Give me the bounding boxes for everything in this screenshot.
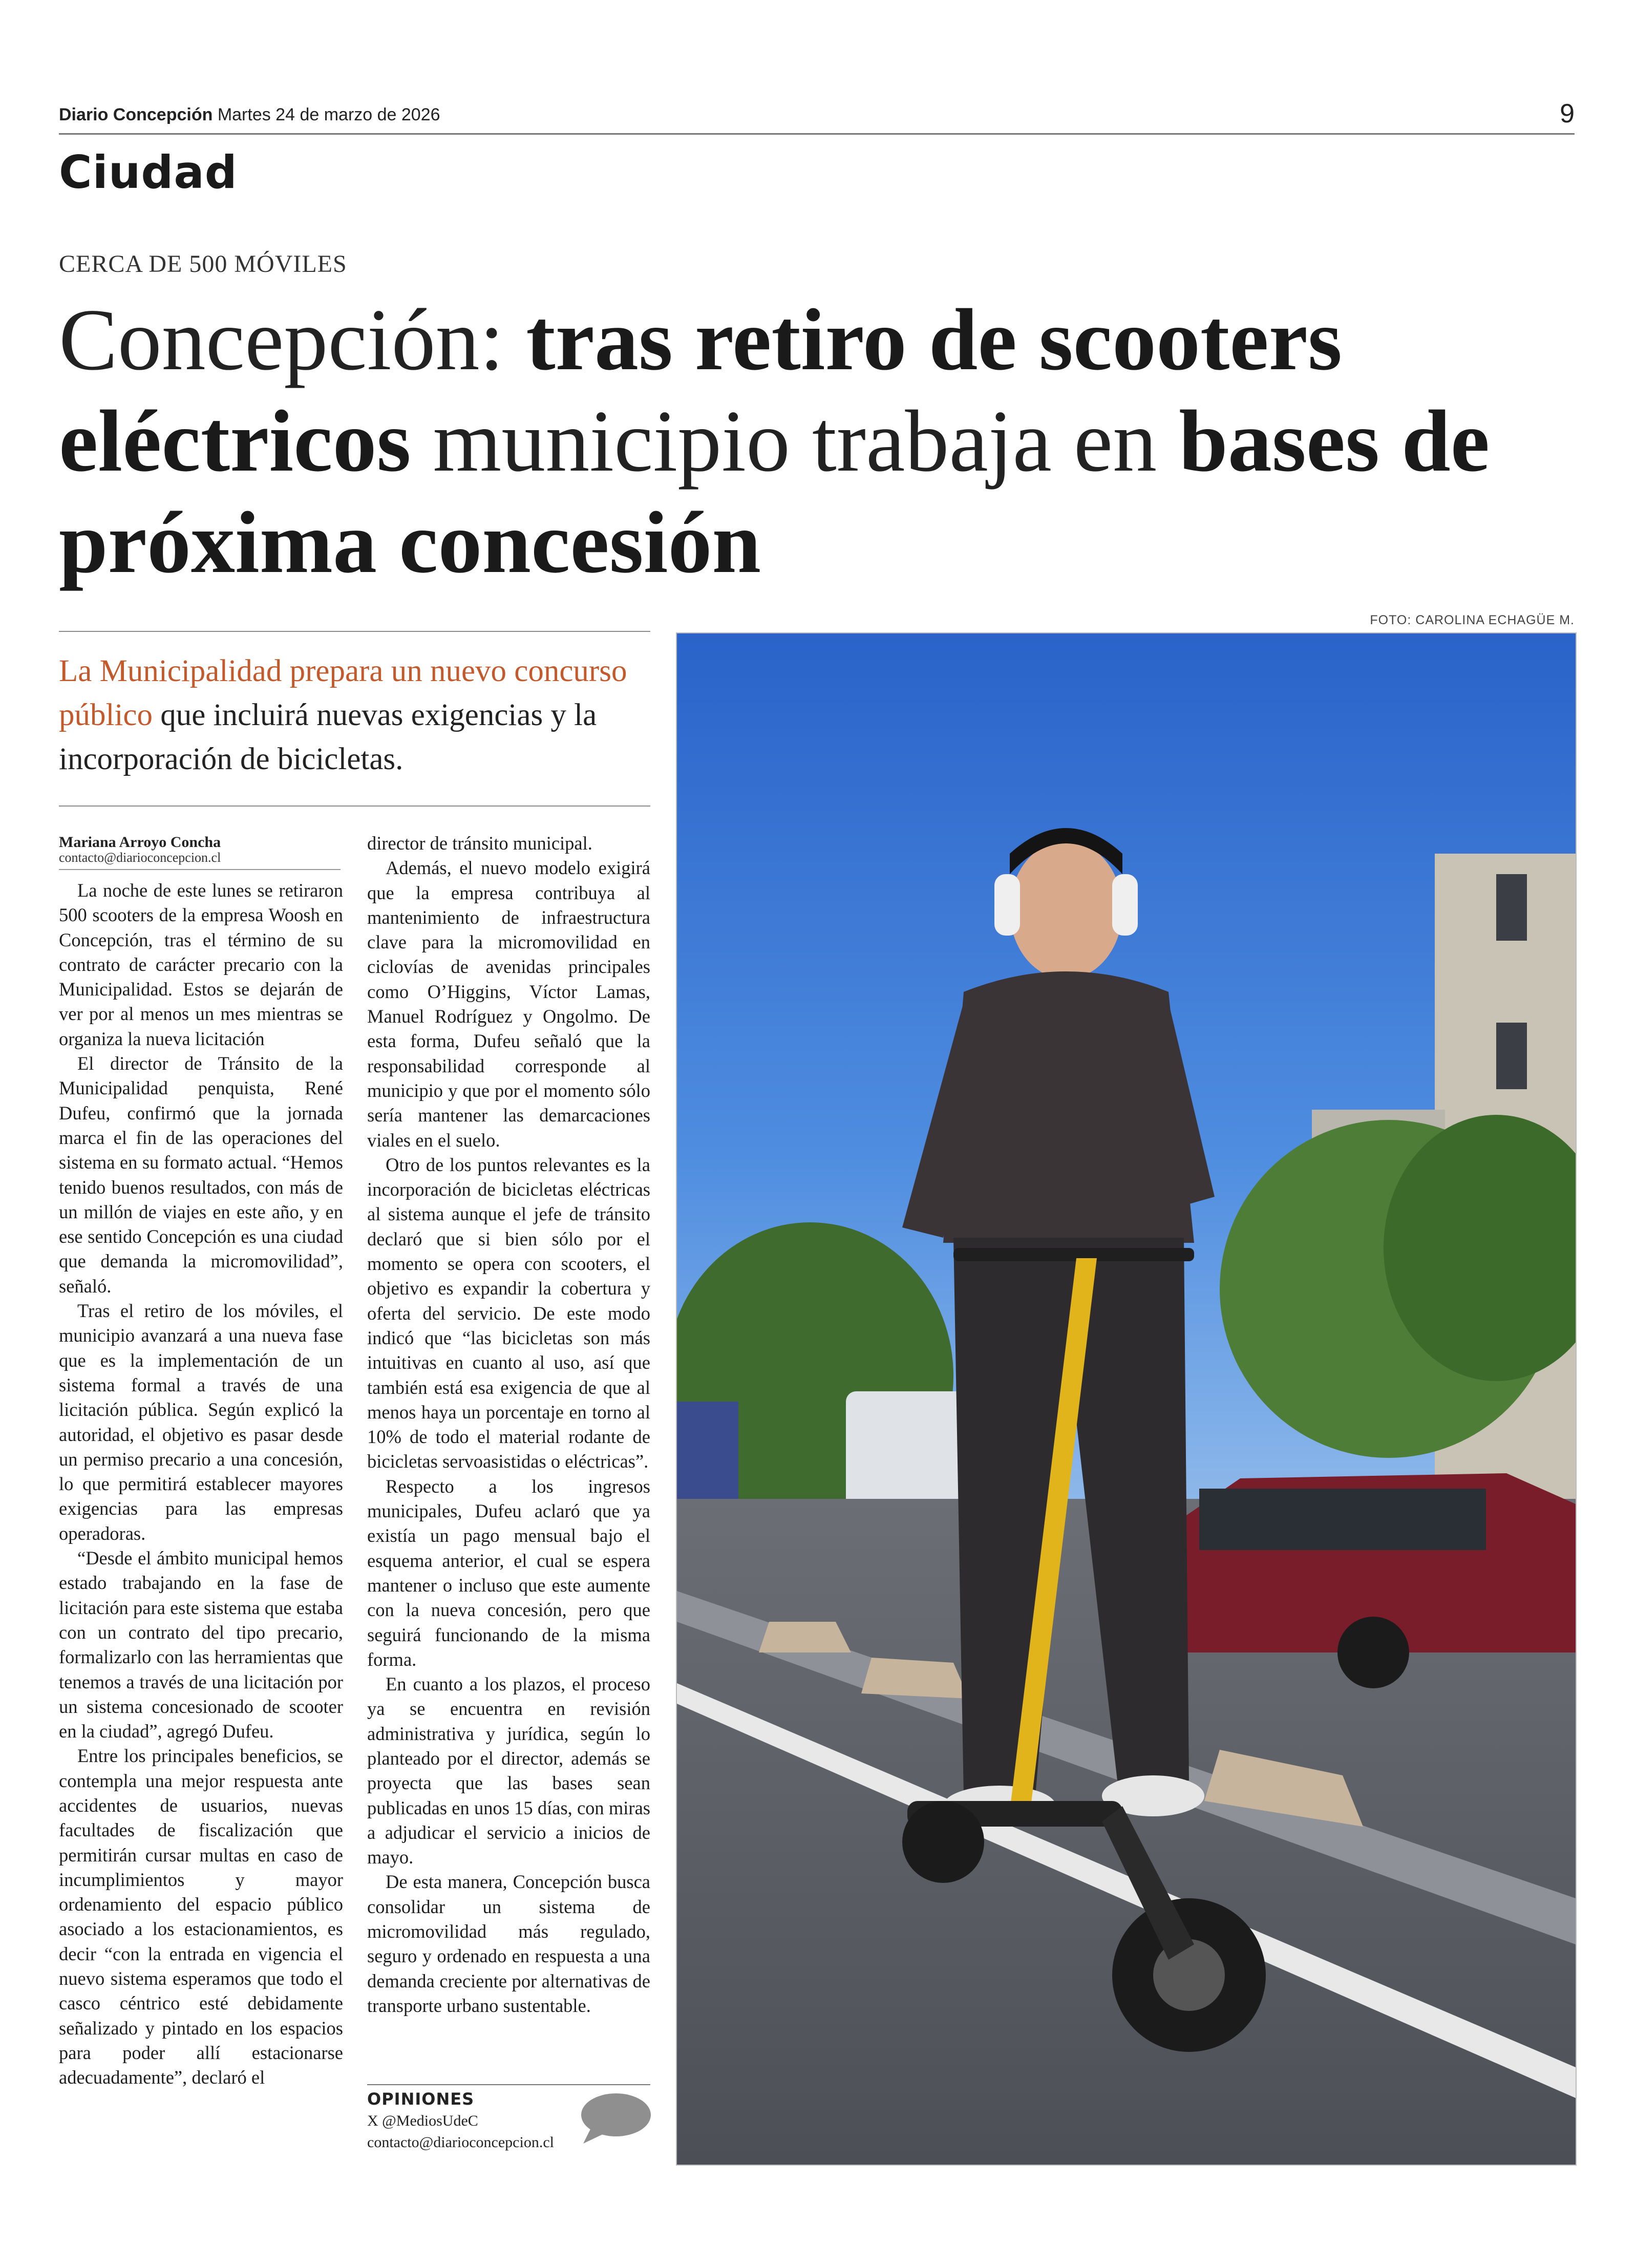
paragraph: Tras el retiro de los móviles, el municipio avanzará a una nueva fase que es la implementación de un sistema formal a través de una licitación pública. Según explicó la autoridad, el objetivo es pasar desde un permiso precario a una concesión, lo que permitirá establecer mayores exigencias para las empresas operadoras. (59, 1300, 343, 1544)
deck-rest: que incluirá nuevas exigencias y la incorporación de bicicletas. (59, 698, 597, 776)
article-deck (59, 649, 653, 781)
paragraph: En cuanto a los plazos, el proceso ya se encuentra en revisión administrativa y jurídica, según lo planteado por el director, además se proyecta que las bases sean publicadas en unos 15 días, con miras a adjudicar el servicio a inicios de mayo. (367, 1673, 650, 1868)
headline-part-1: Concepción: (59, 291, 526, 389)
article-column-2 (367, 831, 650, 2018)
article-headline (59, 289, 1575, 594)
page-number: 9 (1560, 99, 1575, 129)
paragraph: Otro de los puntos relevantes es la incorporación de bicicletas eléctricas al sistema aunque el jefe de tránsito declaró que si bien sólo por el momento se opera con scooters, el objetivo es expandir la cobertura y oferta del servicio. De este modo indicó que “las bicicletas son más intuitivas en cuanto al uso, así que también está esa exigencia de que al menos haya un porcentaje en torno al 10% de todo el material rodante de bicicletas servoasistidas o eléctricas”. (367, 1154, 650, 1472)
speech-bubble-icon (576, 2090, 653, 2147)
headline-part-3: municipio trabaja en (411, 393, 1179, 490)
opinion-rule (367, 2084, 650, 2085)
headline-part-4: bases de próxima concesión (59, 393, 1490, 591)
paragraph-continued: director de tránsito municipal. (367, 833, 592, 854)
publication-date: Martes 24 de marzo de 2026 (217, 105, 440, 124)
deck-bottom-rule (59, 806, 650, 807)
paragraph: Entre los principales beneficios, se contempla una mejor respuesta ante accidentes de usuarios, nuevas facultades de fiscalización que permitirán cursar multas en caso de incumplimientos y mayor ordenamiento del espacio público asociado a los estacionamientos, es decir “con la entrada en vigencia el nuevo sistema esperamos que todo el casco céntrico esté debidamente señalizado y pintado en los espacios para poder allí estacionarse adecuadamente”, declaró el (59, 1745, 343, 2088)
opinion-social: X @MediosUdeC (367, 2112, 478, 2129)
article-column-1 (59, 878, 343, 2090)
header-publication-date (59, 105, 440, 125)
paragraph: Respecto a los ingresos municipales, Dufeu aclaró que ya existía un pago mensual bajo el esquema anterior, el cual se espera mantener o incluso que este aumente con la nueva concesión, pero que seguirá funcionando de la misma forma. (367, 1475, 650, 1670)
paragraph: Además, el nuevo modelo exigirá que la empresa contribuya al mantenimiento de infraestructura clave para la micromovilidad en ciclovías de avenidas principales como O’Higgins, Víctor Lamas, Manuel Rodríguez y Ongolmo. De esta forma, Dufeu señaló que la responsabilidad corresponde al municipio y que por el momento sólo sería mantener las demarcaciones viales en el suelo. (367, 857, 650, 1151)
deck-top-rule (59, 631, 650, 632)
photo-credit: FOTO: CAROLINA ECHAGÜE M. (1370, 613, 1575, 627)
headline-part-2: tras retiro de scooters eléctricos (59, 291, 1342, 490)
byline-rule (59, 869, 341, 870)
paragraph: “Desde el ámbito municipal hemos estado trabajando en la fase de licitación para este sistema que estaba con un contrato del tipo precario, formalizarlo con las herramientas que tenemos a través de una licitación por un sistema concesionado de scooter en la ciudad”, agregó Dufeu. (59, 1548, 343, 1742)
opinion-title: OPINIONES (367, 2089, 475, 2109)
paragraph: De esta manera, Concepción busca consolidar un sistema de micromovilidad más regulado, seguro y ordenado en respuesta a una demanda creciente por alternativas de transporte urbano sustentable. (367, 1871, 650, 2016)
opinion-email: contacto@diarioconcepcion.cl (367, 2134, 554, 2151)
paragraph: La noche de este lunes se retiraron 500 scooters de la empresa Woosh en Concepción, tras el término de su contrato de carácter precario con la Municipalidad. Estos se dejarán de ver por al menos un mes mientras se organiza la nueva licitación (59, 880, 343, 1049)
publication-name: Diario Concepción (59, 105, 213, 124)
byline-email: contacto@diarioconcepcion.cl (59, 850, 221, 865)
paragraph: El director de Tránsito de la Municipalidad penquista, René Dufeu, confirmó que la jornada marca el fin de las operaciones del sistema en su formato actual. “Hemos tenido buenos resultados, con más de un millón de viajes en este año, y en ese sentido Concepción es una ciudad que demanda la micromovilidad”, señaló. (59, 1053, 343, 1297)
section-title: Ciudad (59, 146, 238, 199)
byline-author: Mariana Arroyo Concha (59, 834, 221, 851)
article-photo (676, 632, 1577, 2166)
article-kicker: CERCA DE 500 MÓVILES (59, 250, 347, 278)
header-rule (59, 133, 1575, 135)
deck-highlight: La Municipalidad prepara un nuevo concurso público (59, 654, 627, 732)
